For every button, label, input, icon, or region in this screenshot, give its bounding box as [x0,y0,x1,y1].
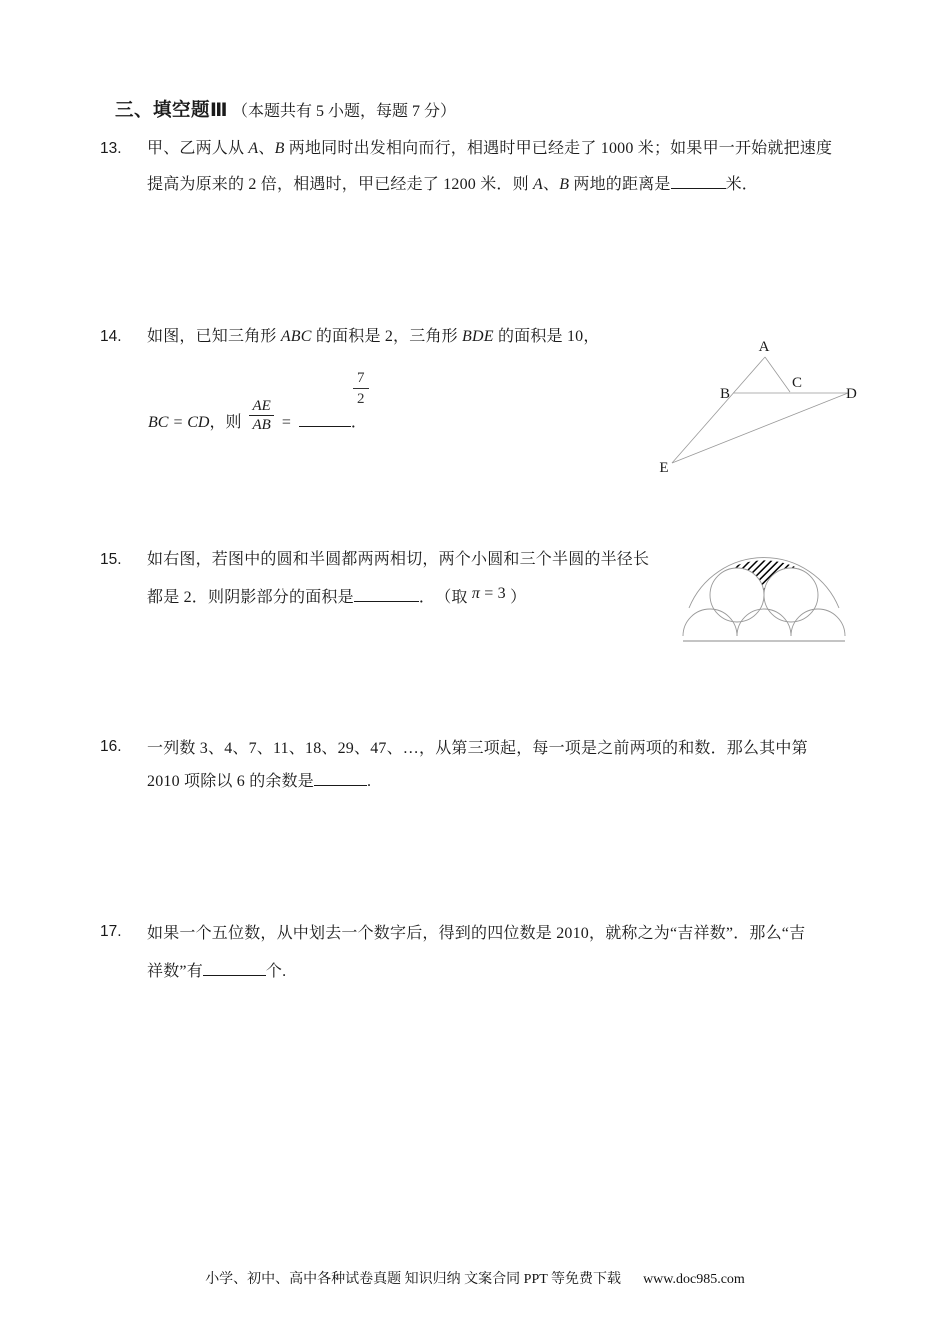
q13-line1: 甲、乙两人从 A、B 两地同时出发相向而行，相遇时甲已经走了 1000 米；如果甲一开始就把速度 [147,140,833,157]
q14-fraction-numerator: AE [249,398,273,416]
q14-equals-sign: = [281,414,291,431]
q14-formula [148,396,367,431]
q14-answer-numerator: 7 [353,370,369,389]
triangle-label-D: D [846,386,857,402]
q15-number: 15. [100,551,122,568]
small-circle-right [764,568,818,622]
footer-site-url: www.doc985.com [643,1272,745,1287]
semicircle-left [683,609,737,636]
q16-line2: 2010 项除以 6 的余数是 . [147,773,372,790]
q13-number: 13. [100,140,122,157]
triangle-label-E: E [659,460,669,476]
triangle-line-ED [672,393,848,463]
triangle-label-B: B [719,386,730,402]
triangle-line-AC [765,357,790,392]
fill-in-blank [203,962,266,976]
triangle-label-A: A [758,339,770,355]
q13-line2: 提高为原来的 2 倍，相遇时，甲已经走了 1200 米．则 A、B 两地的距离是 米． [147,176,758,193]
fill-in-blank [354,588,419,602]
q14-number: 14. [100,328,122,345]
q15-line2: 都是 2．则阴影部分的面积是 ． （取 π = 3 ） [147,585,527,606]
page-footer [0,1268,950,1288]
q14-fraction [249,398,273,433]
footer-text: 小学、初中、高中各种试卷真题 知识归纳 文案合同 PPT 等免费下载 [205,1272,622,1287]
triangle-line-EA [672,357,765,463]
section-note: （本题共有 5 小题，每题 7 分） [232,103,457,120]
triangle-label-C: C [791,375,803,391]
q14-line1: 如图，已知三角形 ABC 的面积是 2，三角形 BDE 的面积是 10， [147,328,600,345]
q14-formula-lhs: BC = CD [148,414,210,431]
q15-line1: 如右图，若图中的圆和半圆都两两相切，两个小圆和三个半圆的半径长 [147,551,650,568]
section-header [115,96,456,122]
fill-in-blank [314,772,367,786]
small-circle-left [710,568,764,622]
q14-triangle-diagram [640,336,875,476]
q14-answer-fraction [353,370,369,407]
q16-number: 16. [100,738,122,755]
q17-line1: 如果一个五位数，从中划去一个数字后，得到的四位数是 2010，就称之为“吉祥数”．那么“吉 [147,925,806,942]
q15-circles-figure [670,548,855,648]
q16-line1: 一列数 3、4、7、11、18、29、47、…，从第三项起，每一项是之前两项的和数．那么其中第 [147,740,808,757]
fill-in-blank [671,175,726,189]
q17-line2: 祥数”有 个. [147,963,287,980]
semicircle-middle [737,609,791,636]
q14-answer-blank [299,413,351,427]
q14-formula-then: ，则 [209,414,242,431]
q17-number: 17. [100,923,122,940]
semicircle-right [791,609,845,636]
q14-fraction-denominator: AB [252,417,271,433]
q14-answer-denominator: 2 [357,391,365,407]
shaded-region [723,560,805,595]
q14-period: ． [350,414,367,431]
section-title: 三、填空题Ⅲ [115,100,228,121]
